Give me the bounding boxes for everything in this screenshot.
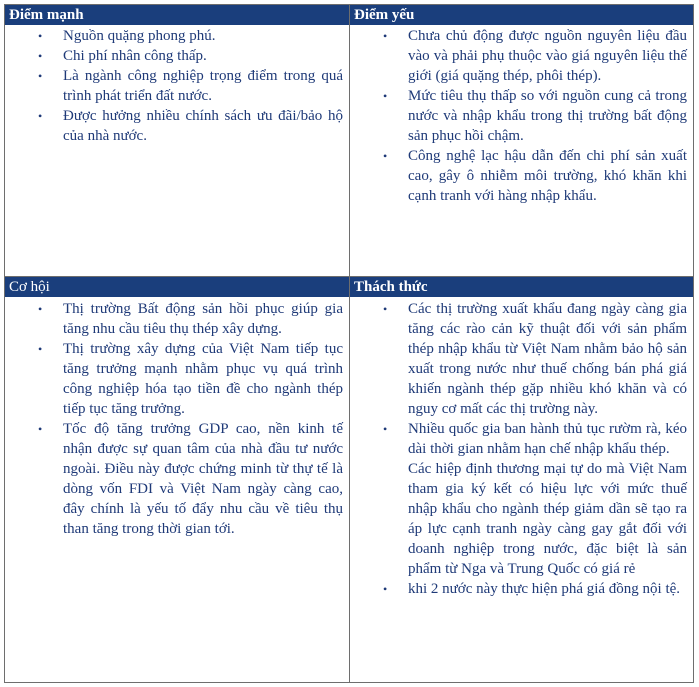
bullet-icon: • (383, 89, 388, 103)
list-item (5, 419, 349, 539)
list-item (350, 299, 693, 419)
opportunities-list (5, 297, 349, 539)
list-item (5, 66, 349, 106)
bullet-icon: • (383, 582, 388, 596)
strengths-list (5, 25, 349, 146)
list-item (5, 299, 349, 339)
list-item-text: Tốc độ tăng trưởng GDP cao, nền kinh tế nhận được sự quan tâm của nhà đầu tư nước ngoài. Điều này được chứng minh từ thự tế là dòng vốn FDI và Việt Nam ngày càng cao, đây chính là yếu tố đẩy nhu cầu về tiêu thụ than tăng trong thời gian tới. (63, 421, 343, 537)
list-item-text: khi 2 nước này thực hiện phá giá đồng nội tệ. (408, 581, 681, 597)
list-item-text: Chưa chủ động được nguồn nguyên liệu đầu vào và phải phụ thuộc vào giá nguyên liệu thế giới (giá quặng thép, phôi thép). (408, 28, 687, 84)
list-item (5, 339, 349, 419)
list-item-text: Mức tiêu thụ thấp so với nguồn cung cả trong nước và nhập khẩu trong thị trường bất động sản phục hồi chậm. (408, 88, 687, 144)
weaknesses-cell (350, 5, 693, 277)
bullet-icon: • (383, 149, 388, 163)
list-item-text: Thị trường xây dựng của Việt Nam tiếp tục tăng trưởng mạnh nhằm phục vụ quá trình công nghiệp hóa tạo tiền đề cho ngành thép tiếp tục tăng trưởng. (63, 341, 343, 417)
bullet-icon: • (38, 342, 43, 356)
list-item-text: Thị trường Bất động sản hồi phục giúp gia tăng nhu cầu tiêu thụ thép xây dựng. (63, 301, 343, 337)
weaknesses-header: Điểm yếu (350, 5, 693, 25)
list-item (5, 46, 349, 66)
list-item (350, 419, 693, 459)
list-item (350, 579, 693, 599)
list-item (350, 459, 693, 579)
opportunities-header: Cơ hội (5, 277, 349, 297)
threats-header: Thách thức (350, 277, 693, 297)
list-item-text: Là ngành công nghiệp trọng điểm trong quá trình phát triển đất nước. (63, 68, 343, 104)
list-item (350, 26, 693, 86)
bullet-icon: • (38, 49, 43, 63)
list-item (350, 146, 693, 206)
list-item-text: Công nghệ lạc hậu dẫn đến chi phí sản xuất cao, gây ô nhiễm môi trường, khó khăn khi cạnh tranh với hàng nhập khẩu. (408, 148, 687, 204)
bullet-icon: • (38, 69, 43, 83)
threats-list (350, 297, 693, 599)
bullet-icon: • (38, 302, 43, 316)
list-item-text: Các hiệp định thương mại tự do mà Việt Nam tham gia ký kết có hiệu lực với mức thuế nhập khẩu cho ngành thép giảm dần sẽ tạo ra áp lực cạnh tranh ngày càng gay gắt đối với doanh nghiệp trong nước, đặc biệt là sản phẩm từ Nga và Trung Quốc có giá rẻ (408, 461, 687, 577)
list-item (5, 106, 349, 146)
list-item-text: Các thị trường xuất khẩu đang ngày càng gia tăng các rào cản kỹ thuật đối với sản phẩm thép nhập khẩu từ Việt Nam nhằm bảo hộ sản xuất trong nước như thuế chống bán phá giá khiến ngành thép gặp nhiều khó khăn và có nguy cơ mất các thị trường này. (408, 301, 687, 417)
strengths-cell (5, 5, 350, 277)
bullet-icon: • (383, 29, 388, 43)
list-item (5, 26, 349, 46)
opportunities-cell (5, 277, 350, 682)
list-item-text: Nguồn quặng phong phú. (63, 28, 216, 44)
bullet-icon: • (38, 422, 43, 436)
bullet-icon: • (38, 29, 43, 43)
weaknesses-list (350, 25, 693, 206)
threats-cell (350, 277, 693, 682)
bullet-icon: • (383, 422, 388, 436)
list-item-text: Được hưởng nhiều chính sách ưu đãi/bảo hộ của nhà nước. (63, 108, 343, 144)
strengths-header: Điểm mạnh (5, 5, 349, 25)
bullet-icon: • (38, 109, 43, 123)
list-item-text: Chi phí nhân công thấp. (63, 48, 207, 64)
swot-table (4, 4, 694, 683)
bullet-icon: • (383, 302, 388, 316)
list-item (350, 86, 693, 146)
list-item-text: Nhiều quốc gia ban hành thủ tục rườm rà, kéo dài thời gian nhằm hạn chế nhập khẩu thép. (408, 421, 687, 457)
